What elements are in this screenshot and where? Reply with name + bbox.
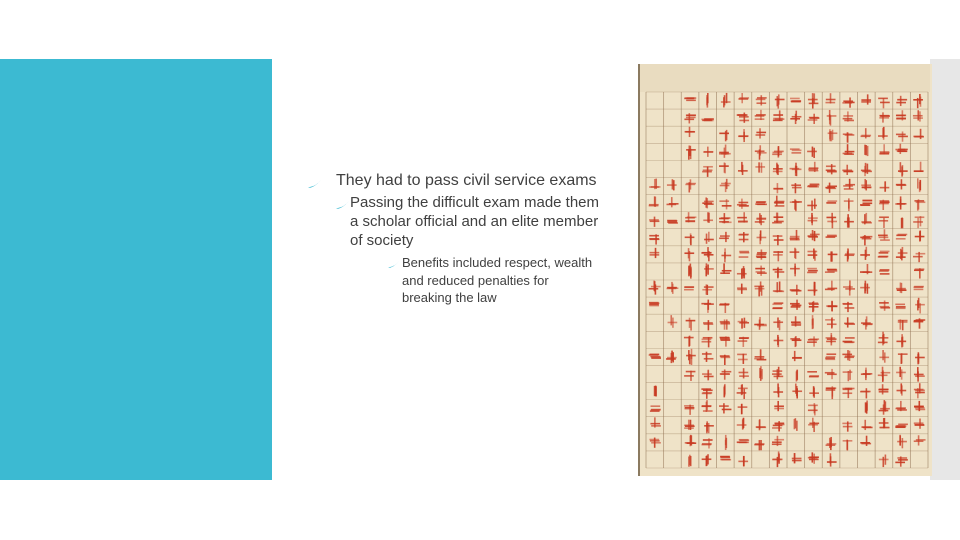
exam-paper-illustration: [640, 64, 930, 476]
character-glyph: [720, 179, 731, 192]
character-glyph: [915, 230, 925, 241]
character-glyph: [807, 248, 817, 260]
character-glyph: [878, 216, 888, 228]
character-glyph: [879, 350, 889, 363]
character-glyph: [720, 355, 730, 365]
character-glyph: [772, 367, 783, 380]
character-glyph: [702, 337, 713, 347]
character-glyph: [914, 383, 925, 398]
character-glyph: [808, 403, 818, 415]
character-glyph: [825, 353, 836, 360]
character-glyph: [896, 282, 906, 293]
character-glyph: [860, 281, 870, 294]
character-glyph: [668, 315, 678, 328]
character-glyph: [755, 162, 765, 172]
character-glyph: [790, 98, 801, 103]
character-glyph: [685, 233, 695, 245]
character-glyph: [879, 455, 889, 468]
character-glyph: [807, 147, 817, 158]
character-glyph: [808, 114, 820, 124]
character-glyph: [843, 280, 855, 295]
character-glyph: [879, 301, 890, 311]
character-glyph: [720, 319, 730, 329]
character-glyph: [913, 94, 923, 108]
character-glyph: [701, 247, 713, 261]
character-glyph: [842, 302, 854, 312]
character-glyph: [719, 162, 729, 173]
character-glyph: [703, 320, 713, 330]
character-glyph: [702, 370, 714, 381]
character-glyph: [896, 234, 907, 240]
swoosh-bullet-icon: [308, 175, 322, 196]
character-glyph: [701, 438, 712, 448]
character-glyph: [755, 145, 767, 159]
character-glyph: [791, 316, 801, 326]
character-glyph: [773, 267, 785, 278]
character-glyph: [842, 165, 853, 175]
character-glyph: [790, 163, 802, 176]
character-glyph: [702, 454, 712, 466]
character-glyph: [826, 164, 837, 174]
character-glyph: [757, 230, 767, 244]
character-glyph: [896, 96, 907, 106]
character-glyph: [879, 200, 890, 210]
character-glyph: [719, 232, 730, 242]
character-glyph: [895, 456, 908, 466]
character-glyph: [878, 229, 890, 241]
character-glyph: [667, 179, 677, 190]
character-glyph: [684, 405, 694, 415]
character-glyph: [738, 456, 748, 467]
character-glyph: [896, 179, 907, 189]
character-glyph: [737, 199, 749, 209]
character-glyph: [721, 248, 731, 262]
character-glyph: [684, 420, 694, 430]
character-glyph: [702, 284, 713, 295]
character-glyph: [879, 144, 889, 154]
character-glyph: [807, 268, 818, 273]
character-glyph: [861, 163, 872, 176]
character-glyph: [685, 179, 696, 192]
character-glyph: [915, 298, 925, 314]
character-glyph: [703, 147, 713, 157]
character-glyph: [756, 419, 766, 430]
character-glyph: [861, 316, 873, 329]
character-glyph: [860, 200, 872, 206]
character-glyph: [861, 128, 872, 138]
character-glyph: [879, 112, 890, 122]
character-glyph: [826, 386, 837, 399]
character-glyph: [649, 354, 661, 359]
character-glyph: [650, 417, 660, 427]
character-glyph: [809, 386, 819, 398]
swoosh-bullet-icon: [336, 197, 350, 216]
character-glyph: [774, 196, 785, 207]
character-glyph: [721, 93, 731, 108]
character-glyph: [706, 93, 708, 108]
character-glyph: [794, 418, 798, 431]
character-glyph: [773, 183, 783, 193]
character-glyph: [807, 199, 817, 211]
character-glyph: [704, 421, 714, 433]
character-glyph: [825, 369, 837, 379]
character-glyph: [772, 212, 784, 223]
character-glyph: [773, 235, 784, 245]
character-glyph: [843, 179, 855, 190]
character-glyph: [701, 300, 713, 313]
character-glyph: [738, 93, 749, 103]
character-glyph: [897, 435, 907, 449]
character-glyph: [844, 248, 854, 261]
character-glyph: [686, 349, 696, 365]
character-glyph: [860, 264, 872, 274]
character-glyph: [755, 110, 766, 120]
character-glyph: [719, 130, 729, 141]
character-glyph: [895, 424, 908, 429]
character-glyph: [825, 281, 837, 291]
character-glyph: [828, 251, 838, 261]
character-glyph: [649, 234, 659, 244]
character-glyph: [812, 315, 814, 329]
character-glyph: [790, 199, 802, 211]
character-glyph: [737, 212, 748, 222]
character-glyph: [878, 332, 888, 346]
character-glyph: [684, 97, 696, 101]
character-glyph: [686, 318, 696, 331]
character-glyph: [790, 264, 800, 277]
character-glyph: [914, 286, 924, 290]
character-glyph: [825, 317, 836, 328]
character-glyph: [684, 286, 694, 290]
character-glyph: [654, 386, 657, 397]
character-glyph: [686, 145, 696, 159]
character-glyph: [737, 284, 747, 294]
character-glyph: [701, 118, 713, 121]
character-glyph: [755, 201, 767, 205]
character-glyph: [896, 334, 906, 347]
character-glyph: [792, 453, 802, 463]
character-glyph: [901, 217, 904, 228]
bullet-text: They had to pass civil service exams: [336, 172, 597, 189]
character-glyph: [649, 281, 661, 295]
character-glyph: [738, 162, 748, 175]
character-glyph: [826, 235, 837, 238]
character-glyph: [808, 230, 820, 241]
character-glyph: [825, 269, 837, 273]
character-glyph: [878, 98, 890, 109]
character-glyph: [759, 366, 763, 381]
right-edge-bar: [930, 59, 960, 480]
character-glyph: [914, 162, 924, 172]
character-glyph: [790, 230, 800, 241]
character-glyph: [738, 404, 748, 415]
character-glyph: [772, 451, 783, 467]
character-glyph: [913, 216, 924, 228]
character-glyph: [860, 247, 870, 260]
character-glyph: [914, 199, 925, 210]
character-glyph: [773, 110, 784, 121]
character-glyph: [703, 212, 713, 223]
character-glyph: [843, 144, 855, 155]
character-glyph: [737, 439, 749, 443]
character-glyph: [702, 352, 713, 362]
character-glyph: [842, 388, 854, 398]
character-glyph: [914, 435, 926, 445]
character-glyph: [719, 403, 731, 413]
character-glyph: [755, 213, 766, 225]
character-glyph: [879, 269, 889, 275]
character-glyph: [843, 370, 853, 382]
character-glyph: [772, 146, 783, 158]
character-glyph: [684, 248, 694, 261]
character-glyph: [719, 303, 729, 313]
character-glyph: [790, 248, 800, 259]
character-glyph: [898, 353, 908, 364]
character-glyph: [773, 163, 783, 175]
character-glyph: [773, 281, 784, 292]
character-glyph: [773, 383, 783, 397]
character-glyph: [774, 401, 784, 411]
character-glyph: [737, 384, 748, 399]
character-glyph: [792, 384, 802, 399]
character-glyph: [756, 249, 767, 259]
character-glyph: [896, 247, 908, 260]
character-glyph: [914, 318, 926, 328]
character-glyph: [756, 128, 767, 138]
character-glyph: [649, 196, 659, 207]
character-glyph: [860, 436, 871, 446]
character-glyph: [701, 388, 712, 399]
swoosh-bullet-icon: [388, 257, 400, 275]
character-glyph: [842, 421, 852, 431]
character-glyph: [808, 418, 819, 432]
character-glyph: [843, 440, 853, 451]
character-glyph: [772, 421, 784, 431]
character-glyph: [842, 350, 854, 361]
character-glyph: [649, 438, 660, 448]
character-glyph: [913, 110, 923, 121]
character-glyph: [914, 401, 925, 411]
bullet-level-2: [350, 193, 600, 250]
character-glyph: [723, 384, 725, 397]
character-glyph: [880, 181, 890, 192]
character-glyph: [878, 251, 890, 258]
character-glyph: [737, 113, 749, 123]
character-glyph: [704, 232, 714, 244]
character-glyph: [649, 179, 660, 190]
character-glyph: [688, 264, 692, 279]
bullet-level-1: [310, 170, 600, 191]
character-glyph: [719, 336, 730, 346]
bullet-list: [310, 170, 600, 307]
character-glyph: [808, 93, 818, 108]
character-glyph: [720, 369, 732, 379]
character-glyph: [895, 144, 907, 154]
character-glyph: [808, 301, 818, 312]
character-glyph: [754, 317, 767, 330]
character-glyph: [895, 304, 905, 310]
character-glyph: [790, 285, 802, 295]
character-glyph: [808, 282, 818, 296]
character-glyph: [719, 213, 732, 223]
character-glyph: [684, 371, 695, 381]
character-glyph: [702, 166, 713, 177]
character-glyph: [844, 317, 855, 327]
character-glyph: [865, 400, 868, 413]
character-glyph: [666, 351, 677, 364]
character-glyph: [898, 319, 908, 330]
character-glyph: [878, 127, 888, 140]
character-glyph: [790, 111, 801, 124]
bullet-text: Benefits included respect, wealth and reduced penalties for breaking the law: [402, 255, 593, 305]
character-glyph: [790, 336, 801, 347]
character-glyph: [898, 162, 908, 176]
character-glyph: [807, 336, 819, 346]
character-glyph: [896, 131, 908, 141]
character-glyph: [897, 383, 907, 395]
character-glyph: [861, 94, 871, 104]
character-glyph: [808, 162, 818, 172]
character-glyph: [913, 129, 924, 139]
character-glyph: [878, 384, 888, 394]
character-glyph: [756, 95, 767, 105]
character-glyph: [790, 300, 801, 310]
character-glyph: [896, 110, 906, 120]
character-glyph: [755, 266, 766, 276]
character-glyph: [864, 145, 868, 156]
bullet-level-3: [402, 254, 600, 307]
character-glyph: [896, 367, 906, 380]
character-glyph: [843, 337, 855, 343]
exam-paper-photo: [638, 64, 932, 476]
character-glyph: [843, 132, 855, 143]
character-glyph: [754, 281, 764, 296]
character-glyph: [878, 367, 890, 382]
character-glyph: [738, 232, 748, 242]
character-glyph: [773, 251, 783, 261]
character-glyph: [738, 337, 750, 347]
bullet-text: Passing the difficult exam made them a scholar official and an elite member of society: [350, 194, 600, 249]
character-glyph: [914, 367, 925, 382]
character-glyph: [827, 453, 837, 466]
character-glyph: [719, 199, 731, 209]
character-glyph: [861, 420, 872, 430]
character-glyph: [667, 220, 678, 224]
character-glyph: [796, 370, 798, 382]
character-glyph: [667, 282, 679, 294]
character-glyph: [649, 302, 659, 307]
character-glyph: [754, 440, 764, 450]
character-glyph: [685, 127, 695, 137]
character-glyph: [738, 129, 748, 142]
character-glyph: [861, 368, 872, 381]
character-glyph: [879, 418, 890, 428]
character-glyph: [915, 352, 925, 364]
character-glyph: [826, 437, 837, 450]
character-glyph: [650, 405, 661, 412]
character-glyph: [792, 351, 802, 361]
character-glyph: [808, 452, 819, 463]
character-glyph: [808, 213, 818, 225]
character-glyph: [826, 301, 837, 312]
character-glyph: [775, 94, 785, 108]
character-glyph: [739, 368, 749, 378]
character-glyph: [843, 111, 854, 121]
character-glyph: [704, 263, 714, 276]
character-glyph: [913, 252, 925, 262]
character-glyph: [825, 93, 835, 103]
character-glyph: [826, 333, 837, 346]
character-glyph: [807, 371, 819, 377]
character-glyph: [684, 113, 696, 123]
character-glyph: [702, 400, 713, 412]
character-glyph: [861, 213, 871, 225]
character-glyph: [860, 235, 872, 245]
character-glyph: [650, 248, 660, 258]
character-glyph: [914, 268, 924, 278]
character-glyph: [827, 110, 837, 126]
character-glyph: [774, 335, 784, 347]
character-glyph: [685, 212, 696, 222]
character-glyph: [772, 302, 783, 309]
character-glyph: [720, 456, 731, 461]
character-glyph: [725, 435, 727, 450]
character-glyph: [649, 217, 659, 227]
character-glyph: [702, 197, 713, 208]
character-glyph: [828, 129, 838, 141]
character-glyph: [737, 418, 747, 430]
character-glyph: [737, 354, 748, 364]
character-glyph: [860, 388, 871, 398]
character-glyph: [844, 214, 854, 228]
character-glyph: [879, 400, 890, 415]
character-glyph: [739, 251, 750, 258]
character-glyph: [685, 435, 696, 446]
character-glyph: [790, 148, 802, 153]
character-glyph: [842, 97, 854, 107]
character-glyph: [895, 196, 906, 209]
character-glyph: [826, 213, 837, 228]
character-glyph: [688, 455, 691, 467]
character-glyph: [754, 349, 766, 360]
character-glyph: [720, 263, 731, 274]
character-glyph: [666, 197, 678, 207]
paper-header-band: [640, 64, 930, 92]
character-glyph: [914, 419, 925, 429]
character-glyph: [861, 179, 871, 190]
character-glyph: [684, 336, 694, 347]
accent-panel: [0, 59, 272, 480]
character-glyph: [791, 183, 801, 193]
character-glyph: [895, 401, 906, 411]
character-glyph: [825, 183, 837, 193]
character-glyph: [772, 436, 784, 446]
character-glyph: [826, 200, 837, 204]
character-glyph: [844, 198, 854, 211]
character-glyph: [807, 183, 819, 187]
character-glyph: [737, 266, 747, 279]
character-glyph: [719, 144, 731, 157]
character-glyph: [773, 317, 783, 330]
character-glyph: [917, 178, 921, 192]
character-glyph: [738, 318, 749, 329]
